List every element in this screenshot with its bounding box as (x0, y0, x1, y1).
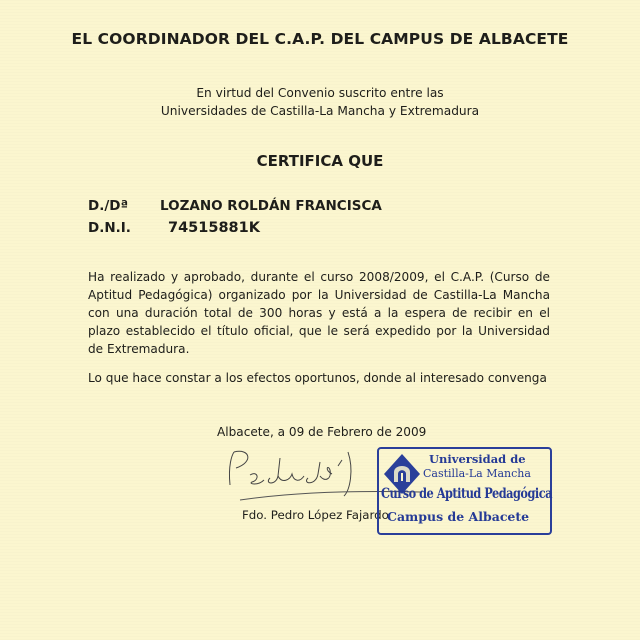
closing-text: Lo que hace constar a los efectos oportunos, donde al interesado convenga (88, 371, 547, 385)
name-label: D./Dª (88, 198, 129, 214)
name-value: LOZANO ROLDÁN FRANCISCA (160, 198, 382, 214)
dni-label: D.N.I. (88, 220, 131, 236)
signatory-name: Fdo. Pedro López Fajardo (242, 508, 389, 522)
stamp-line-2: Castilla-La Mancha (423, 467, 531, 480)
intro-text (0, 84, 640, 120)
stamp-line-1: Universidad de (429, 452, 526, 466)
university-stamp (377, 447, 552, 535)
person-details (88, 195, 382, 239)
issue-date: Albacete, a 09 de Febrero de 2009 (217, 425, 427, 439)
dni-row (88, 217, 382, 239)
name-row (88, 195, 382, 217)
stamp-line-4: Campus de Albacete (387, 509, 530, 524)
document-title: EL COORDINADOR DEL C.A.P. DEL CAMPUS DE ALBACETE (71, 30, 569, 48)
intro-line-1: En virtud del Convenio suscrito entre las (196, 86, 444, 100)
certificate-body: Ha realizado y aprobado, durante el curso 2008/2009, el C.A.P. (Curso de Aptitud Pedagógica) organizado por la Universidad de Castilla-La Mancha con una duración total de 300 horas y está a la espera de recibir en el plazo establecido el título oficial, que le será expedido por la Universidad de Extremadura. (88, 270, 550, 356)
dni-value: 74515881K (168, 220, 260, 236)
certifica-heading: CERTIFICA QUE (256, 152, 384, 170)
intro-line-2: Universidades de Castilla-La Mancha y Extremadura (160, 104, 480, 118)
stamp-line-3: Curso de Aptitud Pedagógica (381, 486, 552, 502)
